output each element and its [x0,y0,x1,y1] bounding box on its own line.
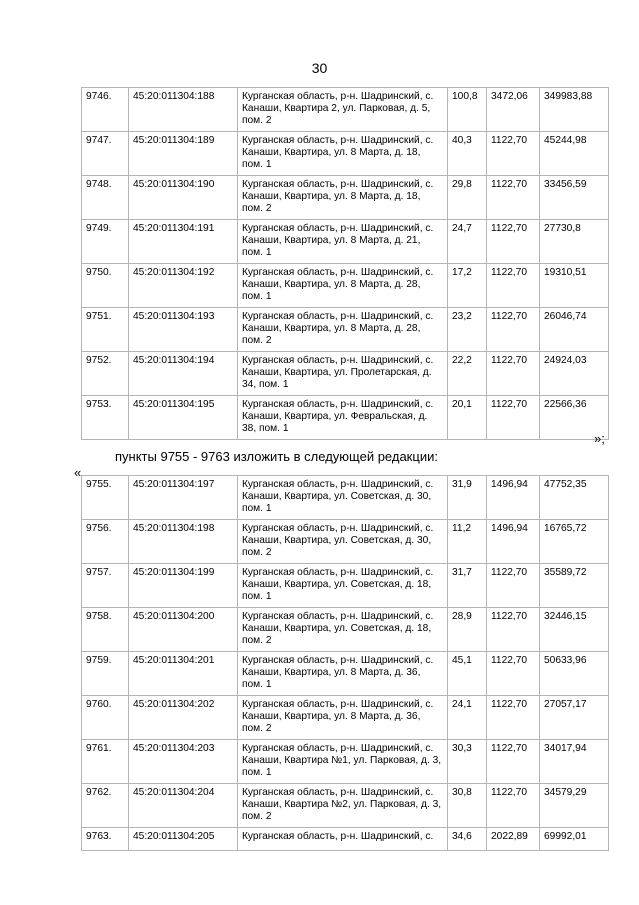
address-cell: Курганская область, р-н. Шадринский, с. Канаши, Квартира 2, ул. Парковая, д. 5, пом. 2 [238,88,448,132]
address-cell: Курганская область, р-н. Шадринский, с. Канаши, Квартира, ул. Советская, д. 18, пом. 1 [238,564,448,608]
address-cell: Курганская область, р-н. Шадринский, с. Канаши, Квартира, ул. Февральская, д. 38, пом. 1 [238,396,448,440]
cadastral-number-cell: 45:20:011304:189 [129,132,238,176]
row-number-cell: 9753. [82,396,129,440]
area-cell: 28,9 [448,608,487,652]
table-row [82,652,609,696]
cadastral-number-cell: 45:20:011304:201 [129,652,238,696]
cadastral-number-cell: 45:20:011304:205 [129,828,238,851]
cadastral-number-cell: 45:20:011304:191 [129,220,238,264]
area-cell: 31,7 [448,564,487,608]
table-row [82,132,609,176]
row-number-cell: 9758. [82,608,129,652]
unit-value-cell: 1496,94 [487,476,540,520]
area-cell: 30,3 [448,740,487,784]
area-cell: 100,8 [448,88,487,132]
row-number-cell: 9755. [82,476,129,520]
cadastral-value-cell: 19310,51 [540,264,609,308]
table-row [82,696,609,740]
address-cell: Курганская область, р-н. Шадринский, с. Канаши, Квартира, ул. 8 Марта, д. 18, пом. 1 [238,132,448,176]
area-cell: 40,3 [448,132,487,176]
cadastral-number-cell: 45:20:011304:188 [129,88,238,132]
area-cell: 22,2 [448,352,487,396]
address-cell: Курганская область, р-н. Шадринский, с. Канаши, Квартира, ул. 8 Марта, д. 21, пом. 1 [238,220,448,264]
cadastral-value-cell: 27730,8 [540,220,609,264]
area-cell: 31,9 [448,476,487,520]
table-row [82,308,609,352]
table-row [82,264,609,308]
unit-value-cell: 1122,70 [487,264,540,308]
address-cell: Курганская область, р-н. Шадринский, с. Канаши, Квартира, ул. 8 Марта, д. 36, пом. 2 [238,696,448,740]
table-row [82,520,609,564]
address-cell: Курганская область, р-н. Шадринский, с. Канаши, Квартира, ул. Советская, д. 30, пом. 2 [238,520,448,564]
row-number-cell: 9748. [82,176,129,220]
area-cell: 23,2 [448,308,487,352]
cadastral-value-cell: 22566,36 [540,396,609,440]
row-number-cell: 9751. [82,308,129,352]
opening-quote: « [74,465,82,480]
unit-value-cell: 1122,70 [487,608,540,652]
cadastral-value-cell: 24924,03 [540,352,609,396]
address-cell: Курганская область, р-н. Шадринский, с. Канаши, Квартира, ул. Советская, д. 30, пом. 1 [238,476,448,520]
cadastral-number-cell: 45:20:011304:194 [129,352,238,396]
area-cell: 45,1 [448,652,487,696]
row-number-cell: 9760. [82,696,129,740]
amendment-instruction: пункты 9755 - 9763 изложить в следующей редакции: [115,449,438,464]
address-cell: Курганская область, р-н. Шадринский, с. Канаши, Квартира, ул. 8 Марта, д. 18, пом. 2 [238,176,448,220]
row-number-cell: 9763. [82,828,129,851]
cadastral-value-cell: 35589,72 [540,564,609,608]
table-row [82,88,609,132]
table-row [82,476,609,520]
page-number: 30 [311,60,328,76]
area-cell: 24,7 [448,220,487,264]
address-cell: Курганская область, р-н. Шадринский, с. Канаши, Квартира, ул. Советская, д. 18, пом. 2 [238,608,448,652]
address-cell: Курганская область, р-н. Шадринский, с. [238,828,448,851]
row-number-cell: 9749. [82,220,129,264]
unit-value-cell: 1122,70 [487,132,540,176]
cadastral-number-cell: 45:20:011304:190 [129,176,238,220]
closing-quote: »; [594,431,605,446]
table-row [82,176,609,220]
table-row [82,828,609,851]
address-cell: Курганская область, р-н. Шадринский, с. Канаши, Квартира, ул. Пролетарская, д. 34, пом. 1 [238,352,448,396]
unit-value-cell: 1122,70 [487,396,540,440]
cadastral-number-cell: 45:20:011304:192 [129,264,238,308]
unit-value-cell: 1496,94 [487,520,540,564]
unit-value-cell: 2022,89 [487,828,540,851]
cadastral-number-cell: 45:20:011304:204 [129,784,238,828]
area-cell: 30,8 [448,784,487,828]
unit-value-cell: 1122,70 [487,176,540,220]
row-number-cell: 9757. [82,564,129,608]
cadastral-value-cell: 349983,88 [540,88,609,132]
cadastral-value-cell: 50633,96 [540,652,609,696]
table-row [82,564,609,608]
address-cell: Курганская область, р-н. Шадринский, с. Канаши, Квартира №1, ул. Парковая, д. 3, пом. 1 [238,740,448,784]
cadastral-value-cell: 33456,59 [540,176,609,220]
area-cell: 29,8 [448,176,487,220]
address-cell: Курганская область, р-н. Шадринский, с. Канаши, Квартира, ул. 8 Марта, д. 28, пом. 2 [238,308,448,352]
cadastral-value-cell: 32446,15 [540,608,609,652]
unit-value-cell: 3472,06 [487,88,540,132]
row-number-cell: 9762. [82,784,129,828]
area-cell: 24,1 [448,696,487,740]
cadastral-value-cell: 47752,35 [540,476,609,520]
unit-value-cell: 1122,70 [487,696,540,740]
cadastral-number-cell: 45:20:011304:199 [129,564,238,608]
row-number-cell: 9761. [82,740,129,784]
cadastral-number-cell: 45:20:011304:203 [129,740,238,784]
cadastral-number-cell: 45:20:011304:195 [129,396,238,440]
area-cell: 17,2 [448,264,487,308]
row-number-cell: 9756. [82,520,129,564]
cadastral-number-cell: 45:20:011304:200 [129,608,238,652]
table-row [82,352,609,396]
address-cell: Курганская область, р-н. Шадринский, с. Канаши, Квартира №2, ул. Парковая, д. 3, пом. 2 [238,784,448,828]
cadastral-value-cell: 27057,17 [540,696,609,740]
cadastral-value-cell: 16765,72 [540,520,609,564]
area-cell: 34,6 [448,828,487,851]
cadastral-number-cell: 45:20:011304:197 [129,476,238,520]
table-row [82,784,609,828]
address-cell: Курганская область, р-н. Шадринский, с. Канаши, Квартира, ул. 8 Марта, д. 28, пом. 1 [238,264,448,308]
property-table-1 [81,87,609,440]
cadastral-number-cell: 45:20:011304:202 [129,696,238,740]
cadastral-value-cell: 45244,98 [540,132,609,176]
area-cell: 20,1 [448,396,487,440]
unit-value-cell: 1122,70 [487,740,540,784]
row-number-cell: 9752. [82,352,129,396]
cadastral-number-cell: 45:20:011304:198 [129,520,238,564]
cadastral-value-cell: 69992,01 [540,828,609,851]
property-table-2-body [82,476,609,851]
table-row [82,220,609,264]
unit-value-cell: 1122,70 [487,220,540,264]
unit-value-cell: 1122,70 [487,308,540,352]
row-number-cell: 9750. [82,264,129,308]
cadastral-value-cell: 26046,74 [540,308,609,352]
unit-value-cell: 1122,70 [487,564,540,608]
table-row [82,396,609,440]
table-row [82,740,609,784]
unit-value-cell: 1122,70 [487,652,540,696]
row-number-cell: 9759. [82,652,129,696]
unit-value-cell: 1122,70 [487,352,540,396]
cadastral-value-cell: 34017,94 [540,740,609,784]
address-cell: Курганская область, р-н. Шадринский, с. Канаши, Квартира, ул. 8 Марта, д. 36, пом. 1 [238,652,448,696]
cadastral-value-cell: 34579,29 [540,784,609,828]
property-table-2 [81,475,609,851]
table-row [82,608,609,652]
cadastral-number-cell: 45:20:011304:193 [129,308,238,352]
unit-value-cell: 1122,70 [487,784,540,828]
row-number-cell: 9746. [82,88,129,132]
area-cell: 11,2 [448,520,487,564]
property-table-1-body [82,88,609,440]
row-number-cell: 9747. [82,132,129,176]
